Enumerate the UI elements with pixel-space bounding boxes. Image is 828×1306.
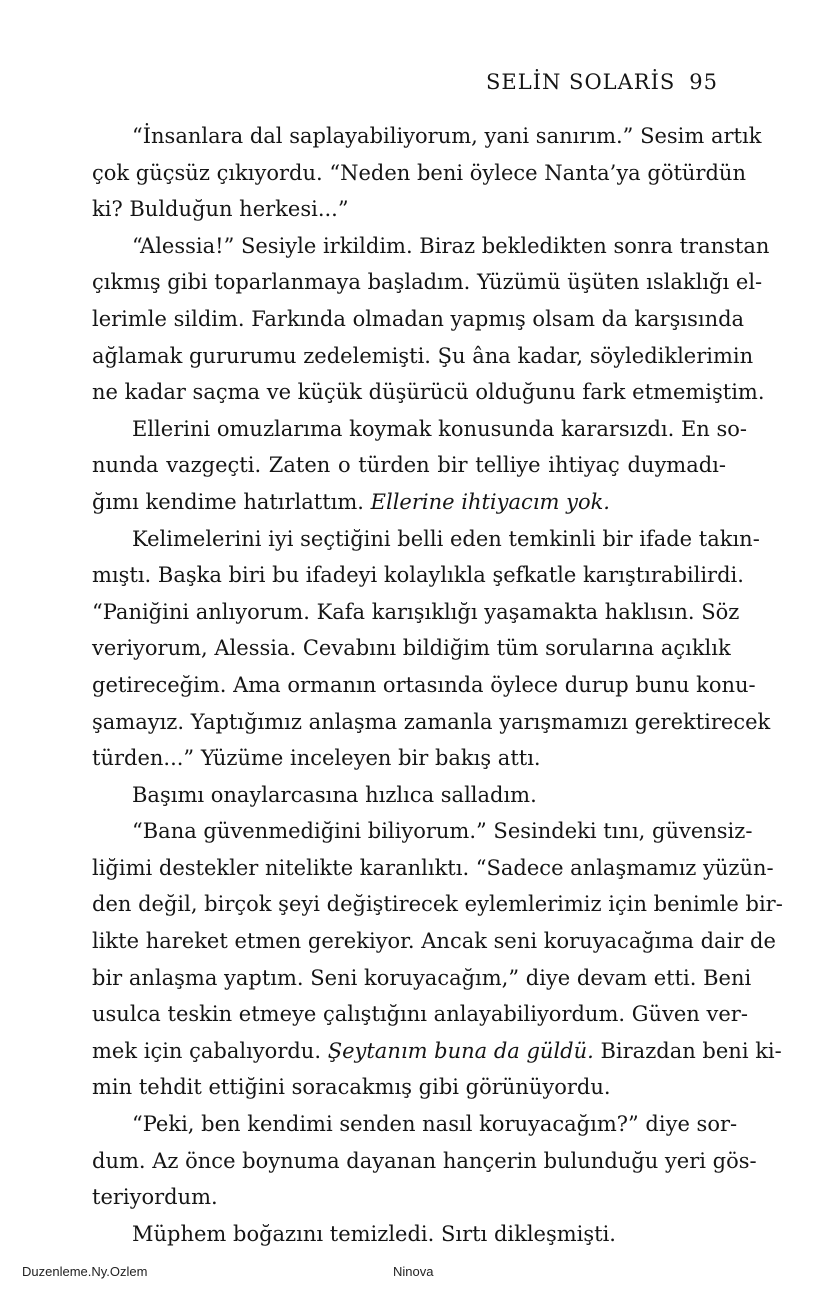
text-line: ne kadar saçma ve küçük düşürücü olduğunu fark etmemiştim. — [92, 380, 765, 405]
text-line: mıştı. Başka biri bu ifadeyi kolaylıkla şefkatle karıştırabilirdi. — [92, 563, 744, 588]
text-line: “Alessia!” Sesiyle irkildim. Biraz bekledikten sonra transtan — [132, 233, 770, 258]
body-text — [92, 118, 783, 1252]
paragraph — [92, 1106, 757, 1216]
paragraph — [92, 228, 770, 411]
text-line: veriyorum, Alessia. Cevabını bildiğim tüm sorularına açıklık — [92, 636, 731, 661]
text-line: çıkmış gibi toparlanmaya başladım. Yüzümü üşüten ıslaklığı el- — [92, 270, 763, 295]
text-line: usulca teskin etmeye çalıştığını anlayabiliyordum. Güven ver- — [92, 1002, 748, 1027]
text-line: ğımı kendime hatırlattım. Ellerine ihtiyacım yok. — [92, 489, 610, 514]
text-line: getireceğim. Ama ormanın ortasında öylece durup bunu konu- — [92, 672, 756, 697]
text-line: ki? Bulduğun herkesi...” — [92, 197, 349, 222]
text-line: mek için çabalıyordu. Şeytanım buna da güldü. Birazdan beni ki- — [92, 1038, 782, 1063]
text-line: bir anlaşma yaptım. Seni koruyacağım,” diye devam etti. Beni — [92, 965, 752, 990]
paragraph — [92, 521, 771, 777]
text-line: Başımı onaylarcasına hızlıca salladım. — [132, 782, 537, 807]
text-line: “İnsanlara dal saplayabiliyorum, yani sanırım.” Sesim artık — [132, 124, 762, 148]
text-line: ağlamak gururumu zedelemişti. Şu âna kadar, söylediklerimin — [92, 343, 754, 368]
text-line: “Bana güvenmediğini biliyorum.” Sesindeki tını, güvensiz- — [132, 819, 753, 844]
text-line: türden...” Yüzüme inceleyen bir bakış attı. — [92, 746, 541, 771]
paragraph — [92, 1216, 726, 1253]
text-line: den değil, birçok şeyi değiştirecek eylemlerimiz için benimle bir- — [92, 892, 783, 917]
paragraph — [92, 411, 748, 521]
text-line: çok güçsüz çıkıyordu. “Neden beni öylece Nanta’ya götürdün — [92, 160, 746, 185]
text-line: lerimle sildim. Farkında olmadan yapmış olsam da karşısında — [92, 306, 745, 331]
italic-phrase: Ellerine ihtiyacım yok. — [370, 489, 610, 514]
footer-publisher: Ninova — [393, 1264, 434, 1279]
text-line: dum. Az önce boynuma dayanan hançerin bulunduğu yeri gös- — [92, 1148, 757, 1173]
text-line: teriyordum. — [92, 1185, 218, 1210]
text-line: Ellerini omuzlarıma koymak konusunda kararsızdı. En so- — [132, 416, 748, 441]
text-line: nunda vazgeçti. Zaten o türden bir telliye ihtiyaç duymadı- — [92, 453, 726, 478]
text-line: şamayız. Yaptığımız anlaşma zamanla yarışmamızı gerektirecek — [92, 709, 771, 734]
paragraph — [92, 813, 783, 1106]
text-line: liğimi destekler nitelikte karanlıktı. “Sadece anlaşmamız yüzün- — [92, 855, 774, 880]
paragraph — [92, 777, 726, 814]
running-title: SELİN SOLARİS — [486, 70, 676, 94]
page-number: 95 — [689, 70, 718, 94]
paragraph — [92, 118, 762, 228]
running-header — [486, 70, 718, 94]
text-line: “Peki, ben kendimi senden nasıl koruyacağım?” diye sor- — [132, 1112, 738, 1137]
text-line: “Paniğini anlıyorum. Kafa karışıklığı yaşamakta haklısın. Söz — [92, 599, 740, 624]
text-line: Kelimelerini iyi seçtiğini belli eden temkinli bir ifade takın- — [132, 526, 760, 551]
text-line: likte hareket etmen gerekiyor. Ancak seni koruyacağıma dair de — [92, 929, 776, 954]
text-line: min tehdit ettiğini soracakmış gibi görünüyordu. — [92, 1075, 611, 1100]
footer-credit: Duzenleme.Ny.Ozlem — [22, 1264, 148, 1279]
text-line: Müphem boğazını temizledi. Sırtı dikleşmişti. — [132, 1221, 616, 1246]
italic-phrase: Şeytanım buna da güldü. — [327, 1038, 594, 1063]
